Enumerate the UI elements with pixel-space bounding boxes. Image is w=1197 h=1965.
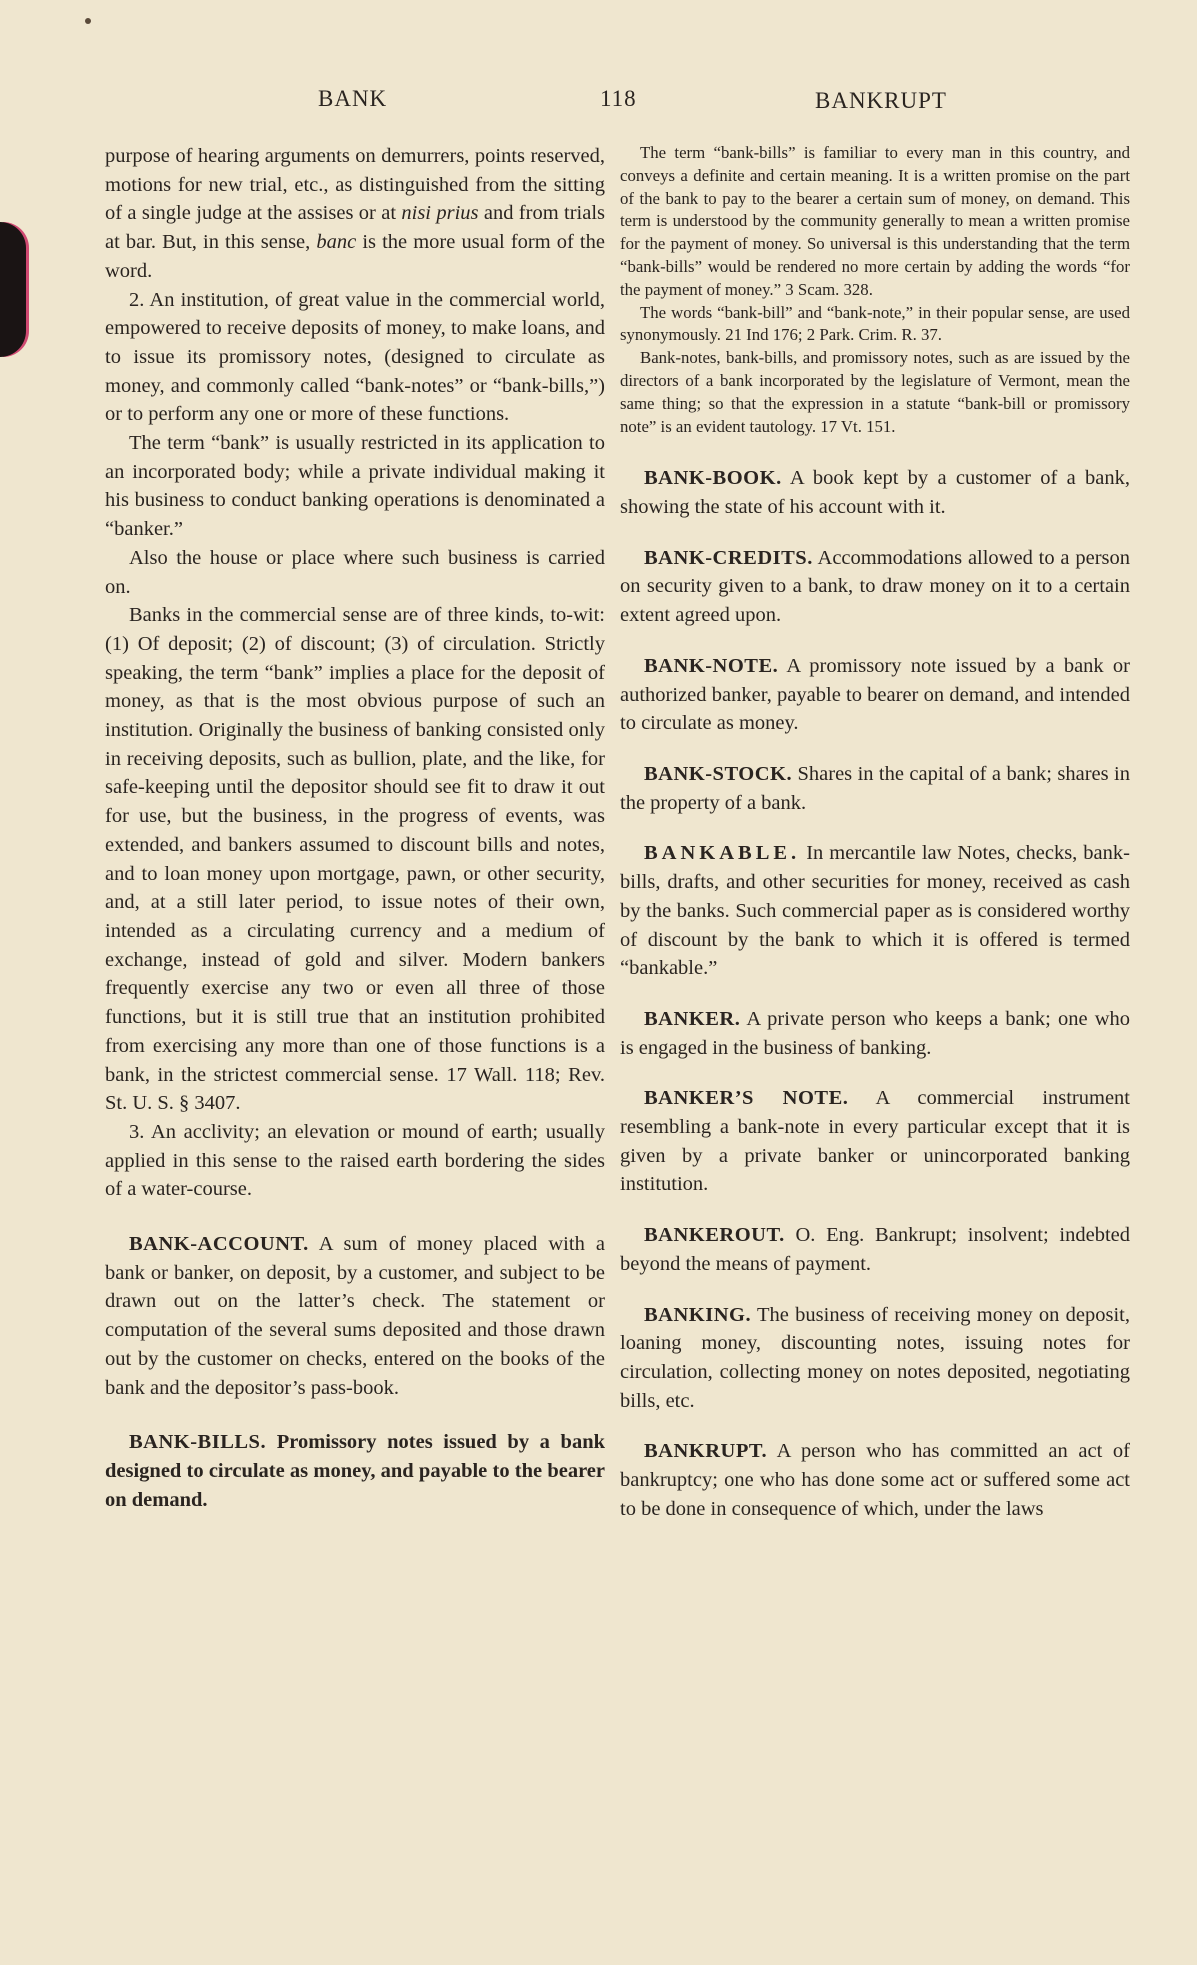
entry-bankable: BANKABLE. In mercantile law Notes, checks, bank-bills, drafts, and other securities for money, received as cash by the banks. Such commercial paper as is considered worthy of discount by the bank to which it is offered is termed “bankable.” (620, 842, 1130, 980)
entry-bankers-note: BANKER’S NOTE. A commercial instrument resembling a bank-note in every particular except that it is given by a private banker or unincorporated banking institution. (620, 1087, 1131, 1196)
case-note: The words “bank-bill” and “bank-note,” in their popular sense, are used synonymously. 21 Ind 176; 2 Park. Crim. R. 37. (620, 302, 1130, 345)
entry-term: BANKABLE. (644, 842, 801, 865)
entry-term: BANK-BILLS. (129, 1431, 267, 1454)
case-note: The term “bank-bills” is familiar to every man in this country, and conveys a definite and certain meaning. It is a written promise on the part of the bank to pay to the bearer a certain sum of money, on demand. This term is understood by the community generally to mean a written promise for the payment of money. So universal is this understanding that the term “bank-bills” would be rendered no more certain by adding the words “for the payment of money.” 3 Scam. 328. (620, 143, 1130, 299)
paragraph-term-bank: The term “bank” is usually restricted in its application to an incorporated body; while a private individual making it his business to conduct banking operations is denominated a “banker.” (105, 432, 605, 541)
entry-bank-stock: BANK-STOCK. Shares in the capital of a bank; shares in the property of a bank. (620, 762, 1130, 814)
paragraph-definition-3: 3. An acclivity; an elevation or mound of earth; usually applied in this sense to the raised earth bordering the sides of a water-course. (105, 1120, 605, 1201)
header-guide-word-left: BANK (318, 86, 388, 111)
paragraph-definition-2: 2. An institution, of great value in the commercial world, empowered to receive deposits of money, to make loans, and to issue its promissory notes, (designed to circulate as money, and commonly called “bank-notes” or “bank-bills,”) or to perform any one or more of these functions. (105, 288, 605, 426)
entry-term: BANKING. (644, 1303, 752, 1326)
entry-term: BANKER’S NOTE. (644, 1087, 849, 1110)
paragraph-house: Also the house or place where such business is carried on. (105, 546, 605, 598)
entry-bank-bills: BANK-BILLS. Promissory notes issued by a bank designed to circulate as money, and payable to the bearer on demand. (105, 1431, 605, 1511)
page-number: 118 (600, 86, 637, 111)
right-column (620, 142, 1130, 1523)
entry-term: BANK-NOTE. (644, 654, 779, 677)
entry-term: BANKER. (644, 1007, 741, 1030)
entry-term: BANK-CREDITS. (644, 546, 813, 569)
entry-bank-account: BANK-ACCOUNT. A sum of money placed with a bank or banker, on deposit, by a customer, and subject to be drawn out on the latter’s check. The statement or computation of the several sums deposited and those drawn out by the customer on checks, entered on the books of the bank and the depositor’s pass-book. (105, 1233, 605, 1399)
page-header (0, 80, 1197, 120)
entry-bank-note: BANK-NOTE. A promissory note issued by a bank or authorized banker, payable to bearer on demand, and intended to circulate as money. (620, 654, 1130, 735)
entry-bank-book: BANK-BOOK. A book kept by a customer of a bank, showing the state of his account with it. (620, 467, 1130, 519)
ink-speck (85, 18, 91, 24)
paragraph-continuation: purpose of hearing arguments on demurrers, points reserved, motions for new trial, etc., as distinguished from the sitting of a single judge at the assises or at nisi prius and from trials at bar. But, in this sense, banc is the more usual form of the word. (105, 145, 605, 282)
case-notes (620, 142, 1130, 438)
entry-term: BANK-STOCK. (644, 762, 793, 785)
left-column (105, 142, 605, 1514)
header-guide-word-right: BANKRUPT (815, 88, 947, 113)
entry-term: BANK-BOOK. (644, 467, 782, 490)
entry-term: BANKRUPT. (644, 1440, 768, 1463)
entry-term: BANK-ACCOUNT. (129, 1233, 309, 1256)
entry-bankerout: BANKEROUT. O. Eng. Bankrupt; insolvent; indebted beyond the means of payment. (620, 1224, 1130, 1275)
entry-term: BANKEROUT. (644, 1224, 785, 1247)
paragraph-kinds-of-banks: Banks in the commercial sense are of three kinds, to-wit: (1) Of deposit; (2) of discount; (3) of circulation. Strictly speaking, the term “bank” implies a place for the deposit of money, as that is the most obvious purpose of such an institution. Originally the business of banking consisted only in receiving deposits, such as bullion, plate, and the like, for safe-keeping until the depositor should see fit to draw it out for use, but the business, in the progress of events, was extended, and bankers assumed to discount bills and notes, and to loan money upon mortgage, pawn, or other security, and, at a still later period, to issue notes of their own, intended as a circulating currency and a medium of exchange, instead of gold and silver. Modern bankers frequently exercise any two or even all three of those functions, but it is still true that an institution prohibited from exercising any more than one of those functions is a bank, in the strictest commercial sense. 17 Wall. 118; Rev. St. U. S. § 3407. (105, 604, 605, 1115)
case-note: Bank-notes, bank-bills, and promissory notes, such as are issued by the directors of a bank incorporated by the legislature of Vermont, mean the same thing; so that the expression in a statute “bank-bill or promissory note” is an evident tautology. 17 Vt. 151. (620, 348, 1130, 436)
entry-bank-credits: BANK-CREDITS. Accommodations allowed to a person on security given to a bank, to draw money on it to a certain extent agreed upon. (620, 546, 1130, 627)
entry-banking: BANKING. The business of receiving money on deposit, loaning money, discounting notes, issuing notes for circulation, collecting money on notes deposited, negotiating bills, etc. (620, 1303, 1130, 1412)
page-edge-blot (0, 222, 26, 357)
entry-banker: BANKER. A private person who keeps a bank; one who is engaged in the business of banking. (620, 1007, 1130, 1059)
entry-bankrupt: BANKRUPT. A person who has committed an act of bankruptcy; one who has done some act or suffered some act to be done in consequence of which, under the laws (620, 1440, 1130, 1520)
